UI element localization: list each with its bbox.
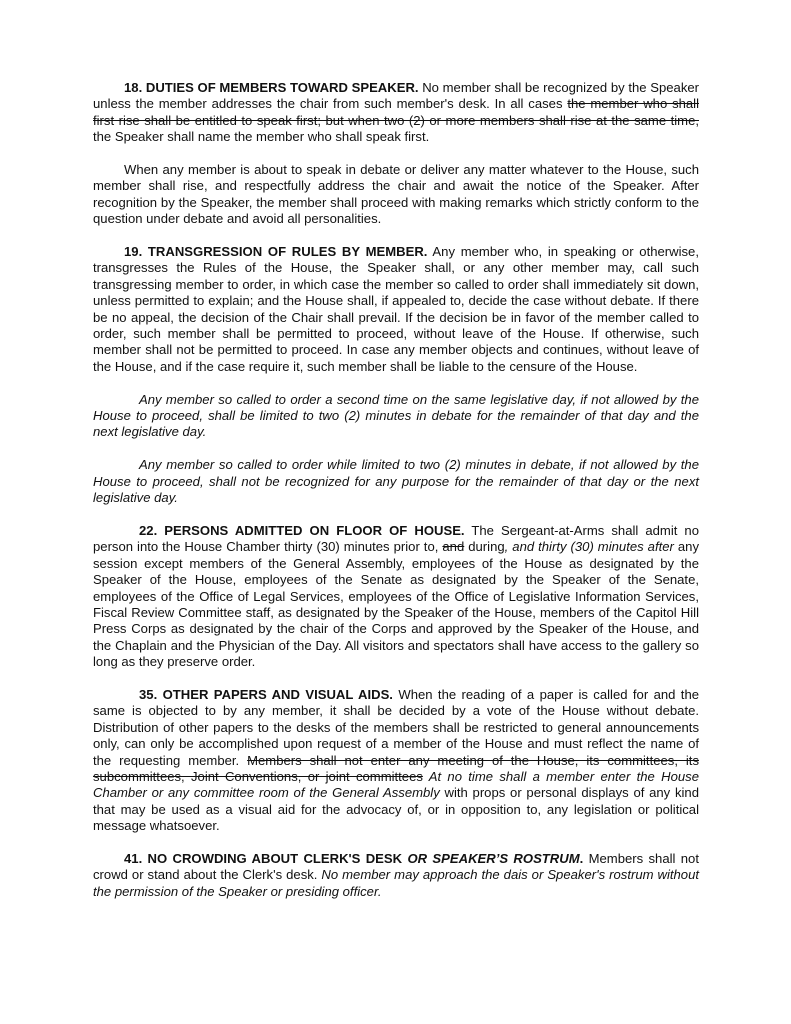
rule-41-heading: 41. NO CROWDING ABOUT CLERK'S DESK — [124, 850, 403, 866]
rule-41-heading-period: . — [579, 850, 584, 866]
rule-35-italic-insert: At no time shall a member enter the House Chamber or any committee room of the General Assembly — [93, 768, 699, 801]
rule-35-struck-text: Members shall not enter any meeting of the House, its committees, its subcommittees, Joint Conventions, or joint committees — [93, 752, 699, 784]
rule-22-text: The Sergeant-at-Arms shall admit no person into the House Chamber thirty (30) minutes prior to, — [93, 522, 700, 555]
rule-18-second-paragraph: When any member is about to speak in debate or deliver any matter whatever to the House, such member shall rise, and respectfully address the chair and await the notice of the Speaker. After recognition by the Speaker, the member shall proceed with making remarks which strictly conform to the question under debate and avoid all personalities. — [93, 162, 699, 227]
rule-22-paragraph — [93, 523, 699, 671]
rule-18-paragraph — [93, 80, 699, 146]
rule-18-text: No member shall be recognized by the Speaker unless the member addresses the chair from such member's desk. In all cases — [93, 80, 700, 112]
rule-19-heading: 19. TRANSGRESSION OF RULES BY MEMBER. — [124, 244, 428, 260]
rule-41-paragraph — [93, 851, 699, 900]
rule-19-paragraph — [93, 244, 699, 375]
rule-22-struck-text: and — [442, 539, 465, 555]
rule-18-struck-text: the member who shall first rise shall be entitled to speak first; but when two (2) or more members shall rise at the same time, — [93, 96, 699, 128]
rule-35-text: When the reading of a paper is called for and the same is objected to by any member, it shall be decided by a vote of the House without debate. Distribution of other papers to the desks of the members shall be restricted to general announcements only, can only be accomplished upon request of a member of the House and must reflect the name of the requesting member. — [93, 686, 700, 768]
rule-35-text-end: with props or personal displays of any kind that may be used as a visual aid for the advocacy of, or in opposition to, any legislation or political message whatsoever. — [93, 785, 699, 834]
rule-22-italic-insert: , and thirty (30) minutes after — [504, 539, 674, 555]
rule-19-text: Any member who, in speaking or otherwise, transgresses the Rules of the House, the Speaker shall, or any other member may, call such transgressing member to order, in which case the member so called to order shall immediately sit down, unless permitted to explain; and the House shall, if appealed to, decide the case without debate. If there be no appeal, the decision of the Chair shall prevail. If the decision be in favor of the member called to order, such member shall be permitted to proceed, without leave of the House. If otherwise, such member shall not be permitted to proceed. In case any member objects and continues, without leave of the House, and if the case require it, such member shall be liable to the censure of the House. — [93, 244, 699, 374]
rule-35-paragraph — [93, 687, 699, 835]
rule-18-text-end: the Speaker shall name the member who shall speak first. — [93, 129, 430, 145]
rule-22-text-end: any session except members of the General Assembly, employees of the House as designated by the Speaker of the House, employees of the Senate as designated by the Speaker of the Senate, employees of the Office of Legal Services, employees of the Office of Legislative Information Services, Fiscal Review Committee staff, as designated by the Speaker of the House, members of the Capitol Hill Press Corps as designated by the chair of the Corps and approved by the Speaker of the House, and the Chaplain and the Physician of the Day. All visitors and spectators shall have access to the gallery so long as they preserve order. — [93, 539, 699, 670]
rule-18-heading: 18. DUTIES OF MEMBERS TOWARD SPEAKER. — [124, 80, 419, 95]
rule-41-italic-insert: No member may approach the dais or Speaker's rostrum without the permission of the Speaker or presiding officer. — [93, 867, 699, 899]
rule-41-heading-italic: OR SPEAKER’S ROSTRUM — [402, 850, 580, 866]
rule-19-italic-paragraph-1: Any member so called to order a second time on the same legislative day, if not allowed by the House to proceed, shall be limited to two (2) minutes in debate for the remainder of that day and the next legislative day. — [93, 391, 699, 440]
rule-19-italic-paragraph-2: Any member so called to order while limited to two (2) minutes in debate, if not allowed by the House to proceed, shall not be recognized for any purpose for the remainder of that day or the next legislative day. — [93, 457, 699, 506]
rule-22-text-during: during — [464, 539, 505, 555]
rule-35-heading: 35. OTHER PAPERS AND VISUAL AIDS. — [139, 686, 393, 702]
document-page — [93, 80, 699, 900]
rule-41-text: Members shall not crowd or stand about the Clerk's desk. — [93, 850, 699, 883]
rule-22-heading: 22. PERSONS ADMITTED ON FLOOR OF HOUSE. — [139, 522, 465, 538]
